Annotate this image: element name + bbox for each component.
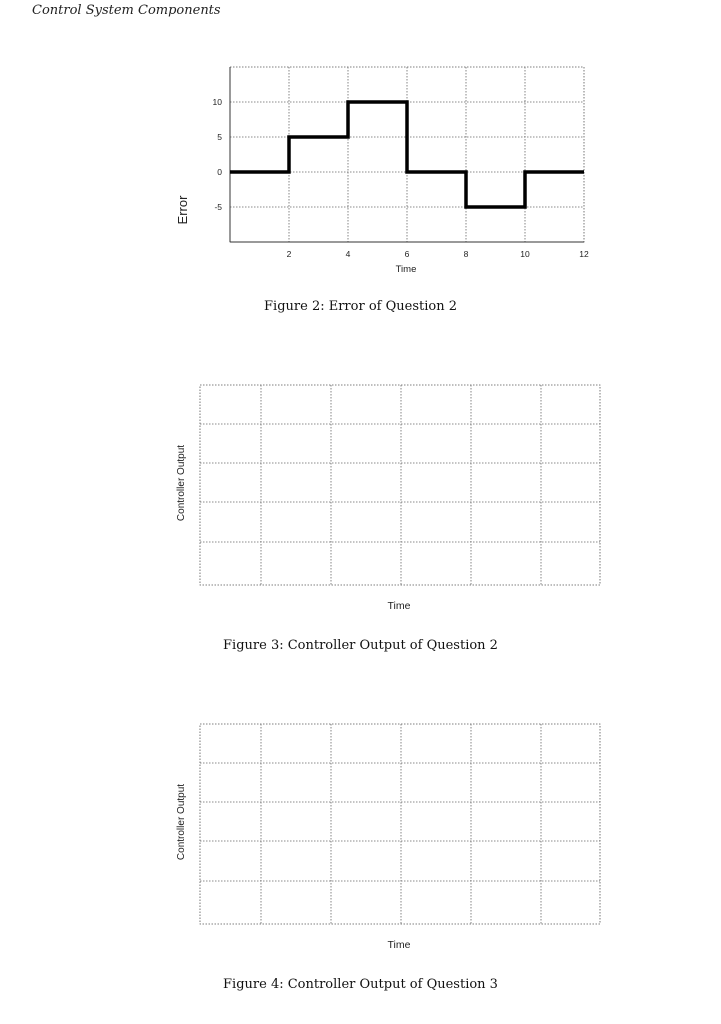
error-chart [160,60,620,285]
error-x-tick-label: 12 [579,249,589,259]
controller-output-q2-frame [200,385,600,585]
figure-3-caption: Figure 3: Controller Output of Question 2 [223,638,498,653]
figure-2-caption: Figure 2: Error of Question 2 [264,299,457,314]
error-y-axis-label: Error [175,195,190,225]
controller-output-x-axis-label-q3: Time [387,939,411,951]
controller-output-chart-q2 [165,378,610,618]
running-header: Control System Components [32,3,221,18]
error-y-tick-label: -5 [214,202,222,212]
controller-output-q3-frame [200,724,600,924]
error-x-axis-label: Time [395,264,417,275]
controller-output-chart-q3 [165,717,610,957]
error-x-tick-label: 10 [520,249,530,259]
controller-output-x-axis-label-q2: Time [387,600,411,612]
error-x-tick-label: 8 [463,249,469,259]
error-y-tick-label: 0 [217,167,222,177]
error-y-tick-label: 5 [217,132,222,142]
error-x-tick-label: 6 [404,249,410,259]
controller-output-y-axis-label-q3: Controller Output [176,783,187,861]
error-x-tick-label: 4 [345,249,351,259]
controller-output-y-axis-label-q2: Controller Output [176,444,187,522]
controller-output-grid-q3 [200,724,600,924]
error-chart-ticks [213,97,589,259]
controller-output-grid-q2 [200,385,600,585]
error-y-tick-label: 10 [212,97,222,107]
error-x-tick-label: 2 [286,249,292,259]
figure-4-caption: Figure 4: Controller Output of Question 3 [223,977,498,992]
